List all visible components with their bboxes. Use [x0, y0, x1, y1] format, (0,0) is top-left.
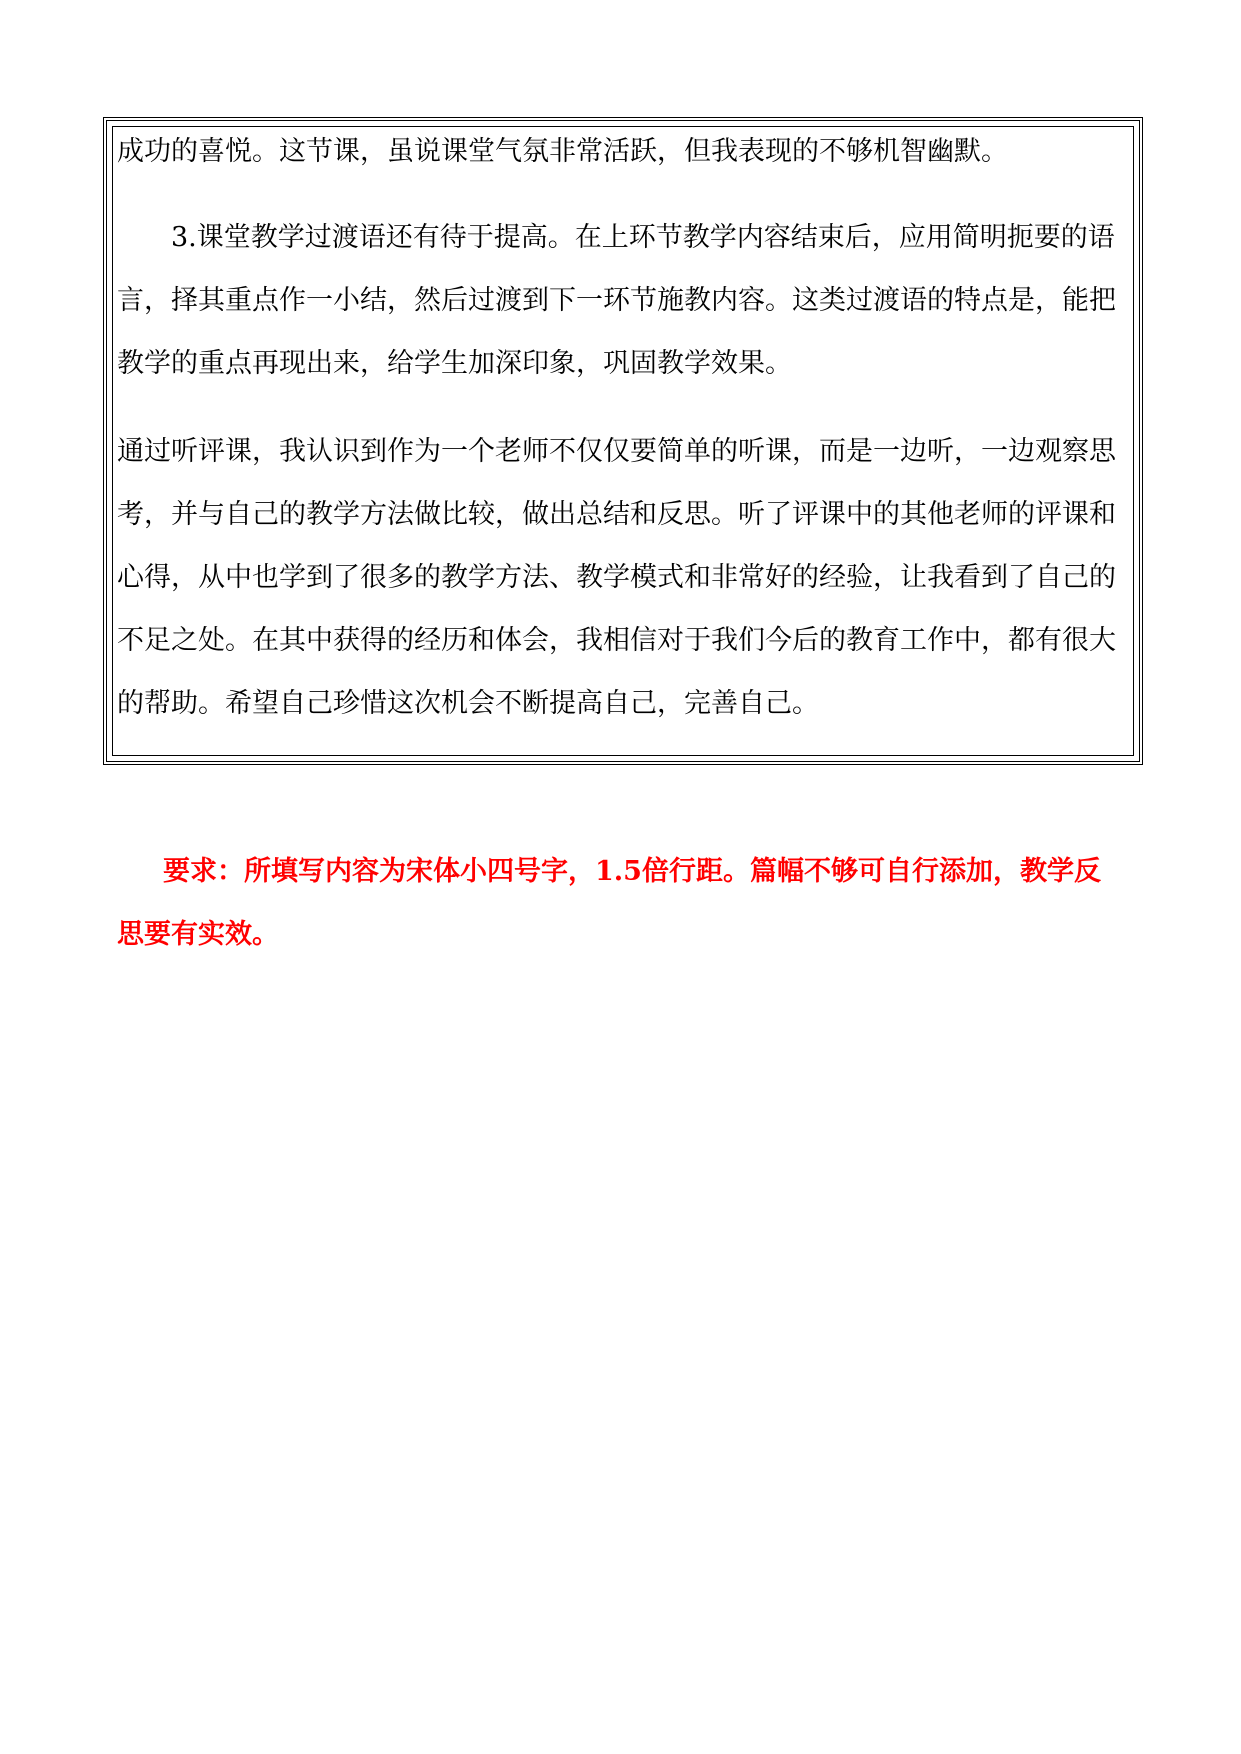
reflection-paragraph-1: 成功的喜悦。这节课，虽说课堂气氛非常活跃，但我表现的不够机智幽默。	[117, 136, 1008, 167]
reflection-paragraph-2: 3.课堂教学过渡语还有待于提高。在上环节教学内容结束后，应用简明扼要的语言，择其重点作一小结，然后过渡到下一环节施教内容。这类过渡语的特点是，能把教学的重点再现出来，给学生加深印象，巩固教学效果。	[117, 222, 1116, 379]
reflection-paragraph-3: 通过听评课，我认识到作为一个老师不仅仅要简单的听课，而是一边听，一边观察思考，并与自己的教学方法做比较，做出总结和反思。听了评课中的其他老师的评课和心得，从中也学到了很多的教学方法、教学模式和非常好的经验，让我看到了自己的不足之处。在其中获得的经历和体会，我相信对于我们今后的教育工作中，都有很大的帮助。希望自己珍惜这次机会不断提高自己，完善自己。	[117, 436, 1116, 719]
requirement-note: 要求：所填写内容为宋体小四号字，1.5倍行距。篇幅不够可自行添加，教学反思要有实效。	[117, 856, 1101, 950]
